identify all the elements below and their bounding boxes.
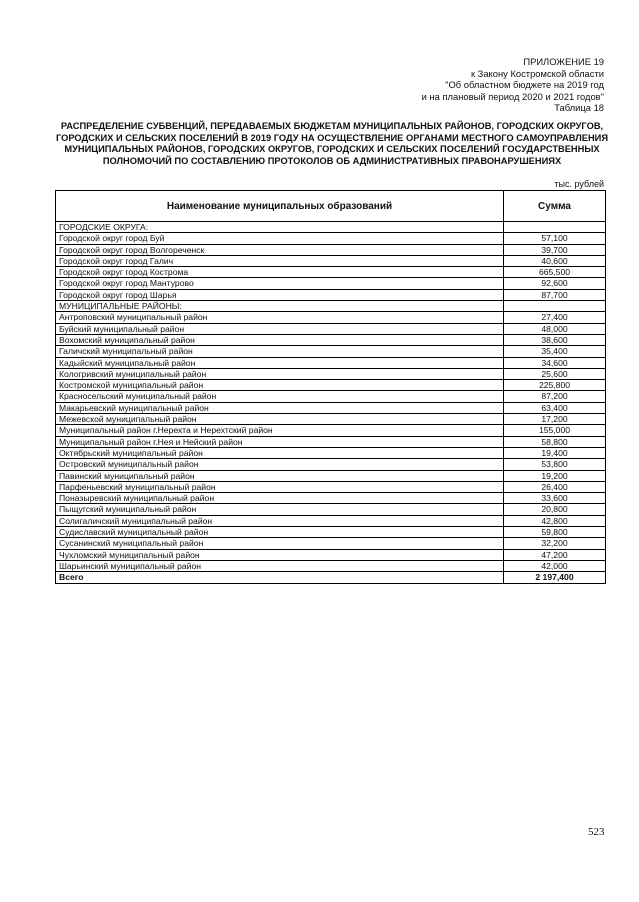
sum-value: 92,600: [504, 278, 606, 289]
sum-value: 155,000: [504, 425, 606, 436]
municipality-name: Буйский муниципальный район: [56, 323, 504, 334]
municipality-name: Шарьинский муниципальный район: [56, 560, 504, 571]
table-row: [56, 357, 606, 368]
table-row: [56, 515, 606, 526]
table-row: [56, 493, 606, 504]
municipality-name: Антроповский муниципальный район: [56, 312, 504, 323]
municipality-name: Городской округ город Мантурово: [56, 278, 504, 289]
table-row: [56, 244, 606, 255]
appendix-law-title: "Об областном бюджете на 2019 год: [445, 79, 604, 90]
table-row: [56, 368, 606, 379]
total-label: Всего: [56, 572, 504, 583]
sum-value: 40,600: [504, 255, 606, 266]
municipality-name: Городской округ город Шарья: [56, 289, 504, 300]
municipality-name: Городской округ город Галич: [56, 255, 504, 266]
table-row: [56, 414, 606, 425]
municipality-name: Павинский муниципальный район: [56, 470, 504, 481]
table-row: [56, 527, 606, 538]
table-row: [56, 222, 606, 233]
header-municipality: Наименование муниципальных образований: [56, 191, 504, 222]
table-row: [56, 267, 606, 278]
sum-value: 39,700: [504, 244, 606, 255]
table-row: [56, 312, 606, 323]
table-row: [56, 346, 606, 357]
municipality-name: Чухломский муниципальный район: [56, 549, 504, 560]
appendix-law-period: и на плановый период 2020 и 2021 годов": [421, 90, 604, 102]
table-body: [56, 222, 606, 584]
sum-value: 87,700: [504, 289, 606, 300]
appendix-table-number: Таблица 18: [554, 102, 604, 113]
table-row: [56, 323, 606, 334]
municipality-name: Межевской муниципальный район: [56, 414, 504, 425]
table-header-row: [56, 191, 606, 222]
appendix-header: [422, 56, 604, 114]
sum-value: 225,800: [504, 380, 606, 391]
sum-value: 58,800: [504, 436, 606, 447]
table-row: [56, 233, 606, 244]
municipality-name: Кологривский муниципальный район: [56, 368, 504, 379]
municipality-name: Городской округ город Буй: [56, 233, 504, 244]
table-row: [56, 481, 606, 492]
sum-value: 59,800: [504, 527, 606, 538]
municipality-name: Муниципальный район г.Нея и Нейский район: [56, 436, 504, 447]
sum-value: 17,200: [504, 414, 606, 425]
sum-value: 47,200: [504, 549, 606, 560]
sum-value: 57,100: [504, 233, 606, 244]
table-row: [56, 402, 606, 413]
header-sum: Сумма: [504, 191, 606, 222]
municipality-name: Муниципальный район г.Нерехта и Нерехтский район: [56, 425, 504, 436]
total-sum: 2 197,400: [504, 572, 606, 583]
sum-value: 33,600: [504, 493, 606, 504]
sum-value: 20,800: [504, 504, 606, 515]
sum-value: 42,800: [504, 515, 606, 526]
municipality-name: Пыщугский муниципальный район: [56, 504, 504, 515]
municipality-name: Островский муниципальный район: [56, 459, 504, 470]
table-row: [56, 289, 606, 300]
municipality-name: Поназыревский муниципальный район: [56, 493, 504, 504]
sum-value: 32,200: [504, 538, 606, 549]
sum-value: 35,400: [504, 346, 606, 357]
municipality-name: Кадыйский муниципальный район: [56, 357, 504, 368]
page-number: 523: [588, 826, 605, 838]
table-row: [56, 334, 606, 345]
municipality-name: Красносельский муниципальный район: [56, 391, 504, 402]
sum-value: 19,400: [504, 447, 606, 458]
municipality-name: Городской округ город Волгореченск: [56, 244, 504, 255]
municipality-name: Судиславский муниципальный район: [56, 527, 504, 538]
municipality-name: Галичский муниципальный район: [56, 346, 504, 357]
table-row: [56, 538, 606, 549]
table-row: [56, 447, 606, 458]
municipality-name: Парфеньевский муниципальный район: [56, 481, 504, 492]
municipality-name: Макарьевский муниципальный район: [56, 402, 504, 413]
sum-value: 19,200: [504, 470, 606, 481]
municipality-name: Октябрьский муниципальный район: [56, 447, 504, 458]
table-row: [56, 504, 606, 515]
sum-value: 48,000: [504, 323, 606, 334]
table-row: [56, 459, 606, 470]
document-title: РАСПРЕДЕЛЕНИЕ СУБВЕНЦИЙ, ПЕРЕДАВАЕМЫХ БЮДЖЕТАМ МУНИЦИПАЛЬНЫХ РАЙОНОВ, ГОРОДСКИХ ОКРУГОВ, ГОРОДСКИХ И СЕЛЬСКИХ ПОСЕЛЕНИЙ В 2019 ГОДУ НА ОСУЩЕСТВЛЕНИЕ ОРГАНАМИ МЕСТНОГО САМОУПРАВЛЕНИЯ МУНИЦИПАЛЬНЫХ РАЙОНОВ, ГОРОДСКИХ ОКРУГОВ, ГОРОДСКИХ И СЕЛЬСКИХ ПОСЕЛЕНИЙ ГОСУДАРСТВЕННЫХ ПОЛНОМОЧИЙ ПО СОСТАВЛЕНИЮ ПРОТОКОЛОВ ОБ АДМИНИСТРАТИВНЫХ ПРАВОНАРУШЕНИЯХ: [55, 121, 609, 166]
subventions-table: [55, 190, 606, 584]
sum-value: 42,000: [504, 560, 606, 571]
table-total-row: [56, 572, 606, 583]
sum-value: 53,800: [504, 459, 606, 470]
sum-value: 34,600: [504, 357, 606, 368]
municipality-name: МУНИЦИПАЛЬНЫЕ РАЙОНЫ:: [56, 301, 504, 312]
table-row: [56, 470, 606, 481]
sum-value: 25,600: [504, 368, 606, 379]
sum-value: 38,600: [504, 334, 606, 345]
units-label: тыс. рублей: [554, 179, 604, 189]
table-row: [56, 391, 606, 402]
appendix-law-ref: к Закону Костромской области: [470, 67, 604, 79]
sum-value: [504, 222, 606, 233]
table-row: [56, 255, 606, 266]
municipality-name: Вохомский муниципальный район: [56, 334, 504, 345]
sum-value: 665,500: [504, 267, 606, 278]
table-row: [56, 549, 606, 560]
sum-value: 26,400: [504, 481, 606, 492]
sum-value: [504, 301, 606, 312]
table-row: [56, 301, 606, 312]
municipality-name: ГОРОДСКИЕ ОКРУГА:: [56, 222, 504, 233]
table-row: [56, 425, 606, 436]
municipality-name: Городской округ город Кострома: [56, 267, 504, 278]
table-row: [56, 560, 606, 571]
municipality-name: Сусанинский муниципальный район: [56, 538, 504, 549]
municipality-name: Костромской муниципальный район: [56, 380, 504, 391]
table-row: [56, 436, 606, 447]
sum-value: 87,200: [504, 391, 606, 402]
table-row: [56, 278, 606, 289]
municipality-name: Солигаличский муниципальный район: [56, 515, 504, 526]
sum-value: 63,400: [504, 402, 606, 413]
appendix-label: ПРИЛОЖЕНИЕ 19: [523, 56, 604, 67]
table-row: [56, 380, 606, 391]
sum-value: 27,400: [504, 312, 606, 323]
